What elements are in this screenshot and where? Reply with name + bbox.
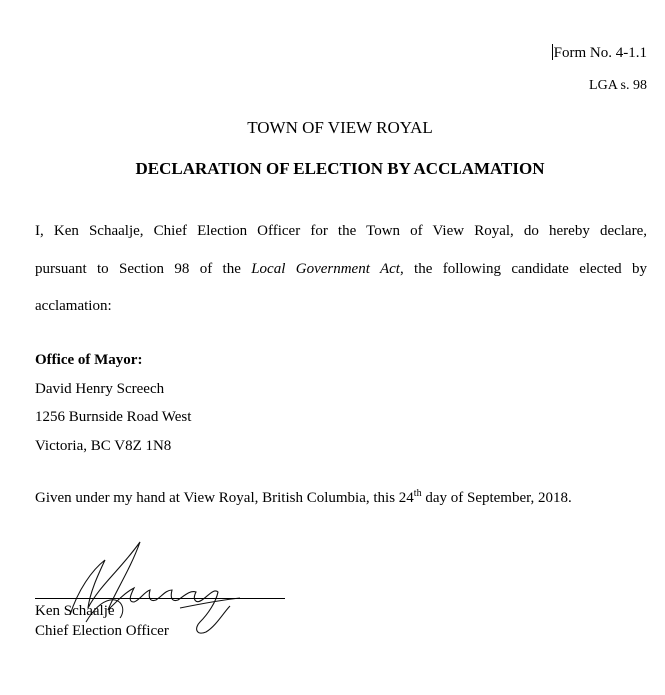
signature-line — [35, 598, 285, 599]
signer-role: Chief Election Officer — [35, 623, 169, 639]
declaration-line-2-pre: pursuant to Section 98 of the — [35, 260, 252, 277]
act-name: Local Government Act — [251, 260, 400, 277]
form-number — [552, 44, 647, 62]
declaration-line-2-post: , the following candidate elected by — [399, 260, 647, 277]
office-label: Office of Mayor: — [35, 352, 143, 368]
document-title: DECLARATION OF ELECTION BY ACCLAMATION — [135, 159, 545, 178]
candidate-name: David Henry Screech — [35, 380, 165, 397]
address-line-2: Victoria, BC V8Z 1N8 — [35, 437, 172, 454]
declaration-line-3: acclamation: — [35, 298, 112, 314]
town-heading: TOWN OF VIEW ROYAL — [247, 118, 433, 137]
lga-reference: LGA s. 98 — [589, 78, 647, 93]
given-ordinal: th — [413, 488, 422, 499]
declaration-line-1: I, Ken Schaalje, Chief Election Officer for the Town of View Royal, do hereby declare, — [35, 223, 647, 239]
given-statement — [35, 490, 572, 507]
given-pre: Given under my hand at View Royal, British Columbia, this 24 — [35, 490, 414, 506]
form-number-text: Form No. 4-1.1 — [553, 45, 647, 61]
given-post: day of September, 2018. — [421, 490, 572, 506]
declaration-paragraph — [35, 213, 647, 326]
declaration-line-2 — [35, 251, 647, 289]
address-line-1: 1256 Burnside Road West — [35, 409, 192, 425]
signer-block — [35, 601, 169, 641]
signer-name: Ken Schaalje — [35, 603, 115, 619]
text-cursor — [552, 44, 553, 60]
office-block — [35, 346, 191, 460]
